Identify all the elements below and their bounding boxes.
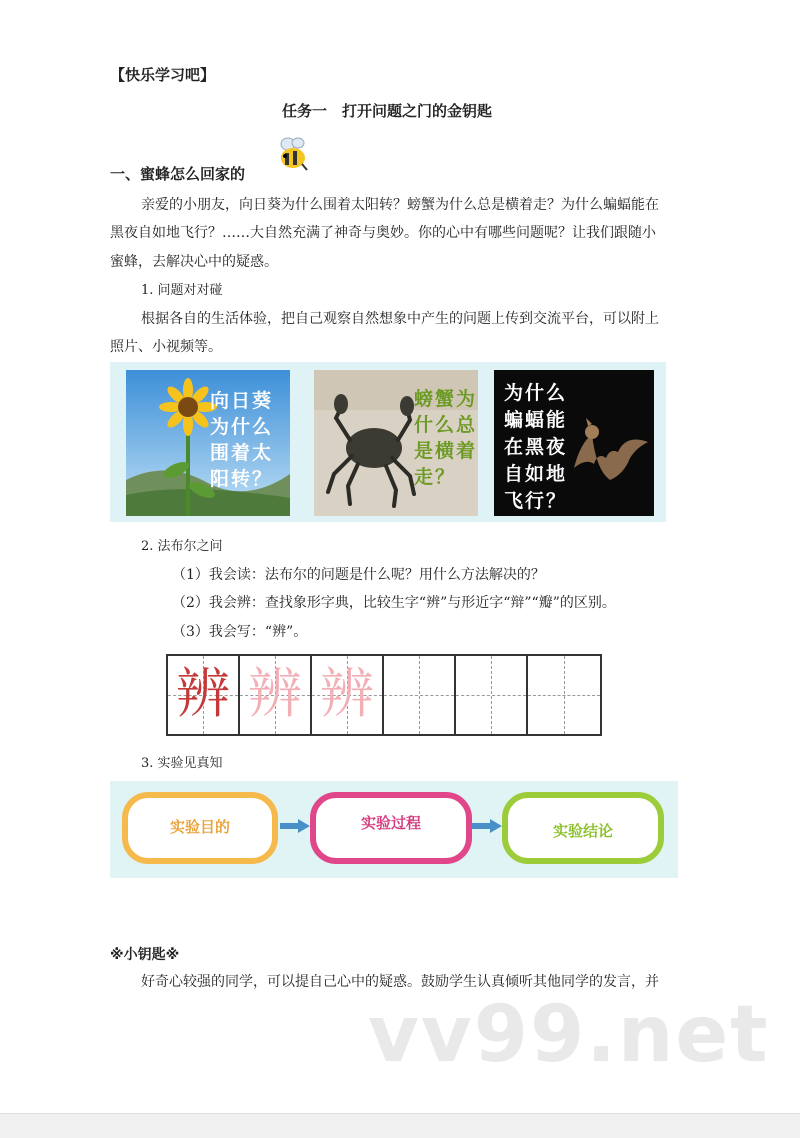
grid-cell[interactable] — [312, 656, 384, 734]
part2-title: 2. 法布尔之问 — [141, 539, 223, 554]
part1-line-2: 照片、小视频等。 — [110, 339, 222, 355]
tip-title: ※小钥匙※ — [110, 947, 180, 963]
intro-line-2: 黑夜自如地飞行？……大自然充满了神奇与奥妙。你的心中有哪些问题呢？让我们跟随小 — [110, 225, 656, 241]
bat-image — [494, 370, 654, 516]
watermark: vv99.net — [368, 990, 770, 1080]
task-title: 任务一 打开问题之门的金钥匙 — [282, 102, 493, 120]
flow-step-purpose — [122, 792, 278, 864]
arrow-right-icon — [472, 819, 502, 833]
grid-cell[interactable] — [240, 656, 312, 734]
flow-step-label: 实验结论 — [552, 822, 613, 840]
crab-question: 螃蟹为 什么总 是横着 走？ — [414, 388, 478, 488]
grid-char: 辨 — [248, 662, 302, 725]
part2-item-1: （1）我会读：法布尔的问题是什么呢？用什么方法解决的？ — [172, 567, 545, 583]
intro-line-1: 亲爱的小朋友，向日葵为什么围着太阳转？螃蟹为什么总是横着走？为什么蝙蝠能在 — [141, 197, 659, 213]
flow-step-label: 实验目的 — [169, 818, 230, 836]
tip-line: 好奇心较强的同学，可以提自己心中的疑惑。鼓励学生认真倾听其他同学的发言，并 — [141, 974, 659, 990]
part1-title: 1. 问题对对碰 — [141, 283, 223, 298]
part1-line-1: 根据各自的生活体验，把自己观察自然想象中产生的问题上传到交流平台，可以附上 — [141, 311, 659, 327]
part3-title: 3. 实验见真知 — [141, 756, 223, 771]
grid-char: 辨 — [320, 662, 374, 725]
flow-step-conclusion — [502, 792, 664, 864]
grid-cell[interactable] — [168, 656, 240, 734]
intro-line-3: 蜜蜂，去解决心中的疑惑。 — [110, 254, 278, 270]
bottom-bar — [0, 1113, 800, 1138]
bat-illustration — [570, 414, 652, 486]
flow-step-process — [310, 792, 472, 864]
grid-char: 辨 — [176, 662, 230, 725]
section-label: 【快乐学习吧】 — [110, 66, 216, 84]
bee-icon — [276, 136, 310, 172]
writing-grid — [166, 654, 602, 736]
grid-cell[interactable] — [384, 656, 456, 734]
bat-question: 为什么 蝙蝠能 在黑夜 自如地 飞行？ — [504, 382, 568, 512]
sunflower-question: 向日葵 为什么 围着太 阳转？ — [210, 390, 274, 490]
part2-item-2: （2）我会辨：查找象形字典，比较生字“辨”与形近字“辩”“瓣”的区别。 — [172, 595, 616, 611]
sunflower-image — [126, 370, 290, 516]
grid-cell[interactable] — [456, 656, 528, 734]
section-heading: 一、蜜蜂怎么回家的 — [110, 165, 246, 183]
part2-item-3: （3）我会写：“辨”。 — [172, 624, 308, 640]
grid-cell[interactable] — [528, 656, 600, 734]
arrow-right-icon — [280, 819, 310, 833]
question-image-strip — [110, 362, 666, 522]
crab-image — [314, 370, 478, 516]
flow-step-label: 实验过程 — [360, 814, 421, 832]
experiment-flow — [110, 781, 678, 878]
